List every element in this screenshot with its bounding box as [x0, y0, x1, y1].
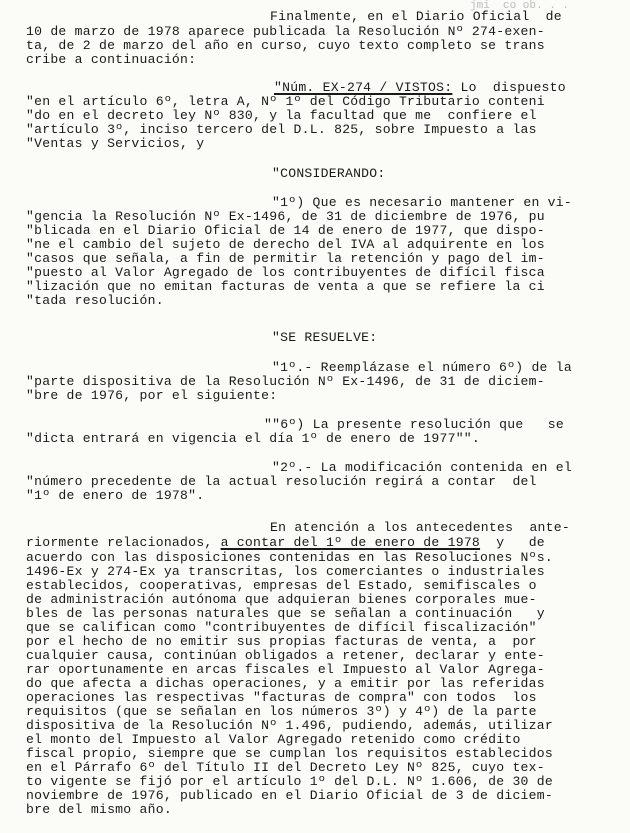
considerando-line-1: "1º) Que es necesario mantener en vi- — [272, 195, 572, 210]
resuelve-1-line-1: "1º.- Reemplázase el número 6º) de la — [272, 360, 572, 375]
final-line-4: 1496-Ex y 274-Ex ya transcritas, los comerciantes o industriales — [26, 564, 545, 579]
intro-line-2: 10 de marzo de 1978 aparece publicada la Resolución Nº 274-exen- — [26, 24, 545, 39]
final-line-15: dispositiva de la Resolución Nº 1.496, pudiendo, además, utilizar — [26, 718, 553, 733]
resolution-reference: "Núm. EX-274 / VISTOS: — [274, 80, 453, 95]
final-line-18: en el Párrafo 6º del Título II del Decreto Ley Nº 825, cuyo tex- — [26, 760, 545, 775]
final-line-8: que se califican como "contribuyentes de difícil fiscalización" — [26, 620, 537, 635]
resuelve-2-line-2: "número precedente de la actual resolución regirá a contar del — [26, 474, 537, 489]
considerando-line-2: "gencia la Resolución Nº Ex-1496, de 31 de diciembre de 1976, pu — [26, 209, 545, 224]
resuelve-1-line-3: "bre de 1976, por el siguiente: — [26, 388, 278, 403]
intro-line-1: Finalmente, en el Diario Oficial de — [270, 9, 562, 24]
final-line-2-end: y de — [480, 535, 545, 550]
final-line-5: establecidos, cooperativas, empresas del Estado, semifiscales o — [26, 578, 537, 593]
final-line-20: noviembre de 1976, publicado en el Diario Oficial de 3 de diciem- — [26, 788, 553, 803]
vistos-line-3: "do en el decreto ley Nº 830, y la facultad que me confiere el — [26, 108, 537, 123]
vistos-text-start: Lo dispuesto — [460, 80, 566, 95]
resuelve-2-line-3: "1º de enero de 1978". — [26, 488, 205, 503]
intro-line-4: cribe a continuación: — [26, 52, 197, 67]
considerando-heading: "CONSIDERANDO: — [272, 166, 386, 181]
final-line-10: cualquier causa, continúan obligados a retener, declarar y ente- — [26, 648, 545, 663]
final-line-2 — [26, 535, 545, 550]
final-line-1: En atención a los antecedentes ante- — [270, 520, 570, 535]
vistos-line-2: "en el artículo 6º, letra A, Nº 1º del Código Tributario conteni — [26, 94, 545, 109]
final-line-2-start: riormente relacionados, — [26, 535, 221, 550]
considerando-line-5: "casos que señala, a fin de permitir la retención y pago del im- — [26, 251, 545, 266]
vistos-line-4: "artículo 3º, inciso tercero del D.L. 825, sobre Impuesto a las — [26, 122, 537, 137]
considerando-line-3: "blicada en el Diario Oficial de 14 de enero de 1977, que dispo- — [26, 223, 545, 238]
final-line-11: rar oportunamente en arcas fiscales el Impuesto al Valor Agrega- — [26, 662, 545, 677]
vistos-line-5: "Ventas y Servicios, y — [26, 136, 205, 151]
final-line-12: do que afecta a dichas operaciones, y a emitir por las referidas — [26, 676, 545, 691]
final-line-21: bre del mismo año. — [26, 802, 172, 817]
quote-6-line-1: ""6º) La presente resolución que se — [264, 417, 564, 432]
final-line-14: requisitos (que se señalan en los números 3º) y 4º) de la parte — [26, 704, 537, 719]
considerando-line-8: "tada resolución. — [26, 293, 164, 308]
final-line-17: fiscal propio, siempre que se cumplan los requisitos establecidos — [26, 746, 553, 761]
vistos-first-line — [274, 80, 566, 95]
considerando-line-7: "lización que no emitan facturas de venta a que se refiere la ci — [26, 279, 545, 294]
effective-date-underlined: a contar del 1º de enero de 1978 — [220, 535, 481, 550]
bleed-through-fragment: jmi co ob. . . — [470, 0, 570, 12]
final-line-7: bles de las personas naturales que se señalan a continuación y — [26, 606, 545, 621]
final-line-16: el monto del Impuesto al Valor Agregado retenido como crédito — [26, 732, 521, 747]
quote-6-line-2: "dicta entrará en vigencia el día 1º de enero de 1977"". — [26, 431, 481, 446]
intro-line-3: ta, de 2 de marzo del año en curso, cuyo texto completo se trans — [26, 38, 545, 53]
considerando-line-6: "puesto al Valor Agregado de los contribuyentes de difícil fisca — [26, 265, 545, 280]
final-line-13: operaciones las respectivas "facturas de compra" con todos los — [26, 690, 537, 705]
final-line-9: por el hecho de no emitir sus propias facturas de venta, a por — [26, 634, 537, 649]
resuelve-heading: "SE RESUELVE: — [272, 330, 378, 345]
final-line-6: de administración autónoma que adquieran bienes corporales mue- — [26, 592, 537, 607]
considerando-line-4: "ne el cambio del sujeto de derecho del IVA al adquirente en los — [26, 237, 545, 252]
final-line-3: acuerdo con las disposiciones contenidas en las Resoluciones Nºs. — [26, 550, 553, 565]
final-line-19: to vigente se fijó por el artículo 1º del D.L. Nº 1.606, de 30 de — [26, 774, 553, 789]
resuelve-2-line-1: "2º.- La modificación contenida en el — [272, 460, 572, 475]
resuelve-1-line-2: "parte dispositiva de la Resolución Nº Ex-1496, de 31 de diciem- — [26, 374, 545, 389]
